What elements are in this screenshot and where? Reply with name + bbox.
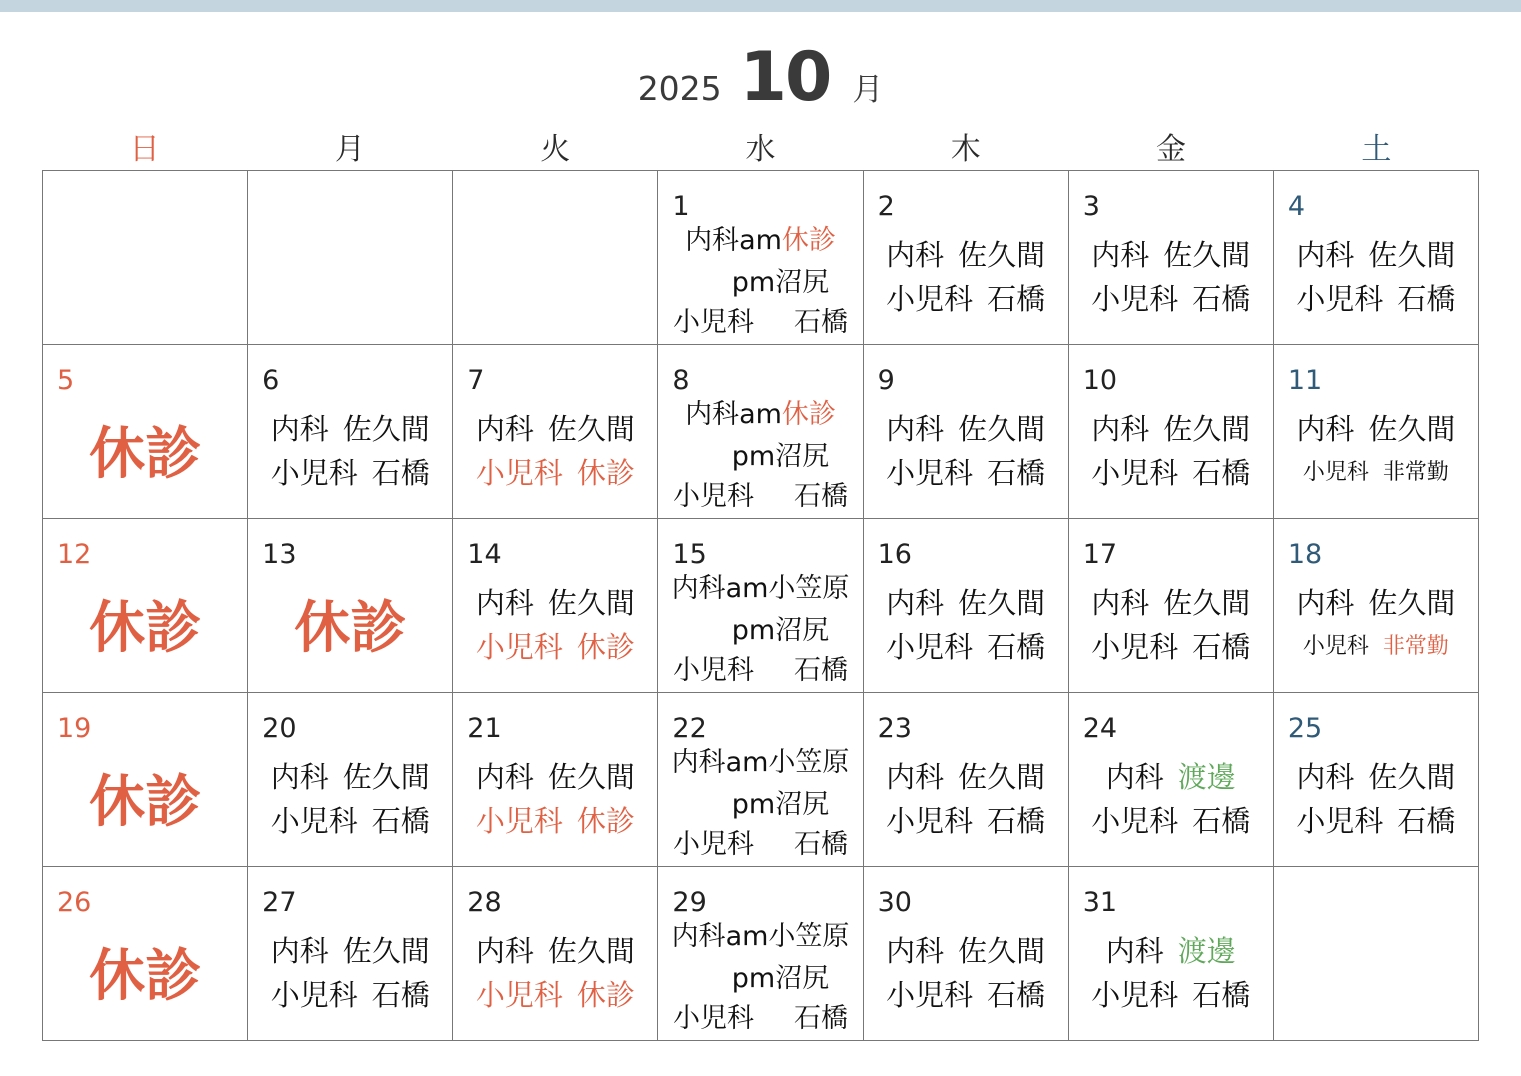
internal-pm-line: pm沼尻	[731, 963, 830, 994]
day-cell-3	[1069, 171, 1274, 345]
day-cell-1	[658, 171, 863, 345]
internal-line: 内科 佐久間	[886, 760, 1046, 794]
pediatrics-line: 小児科 石橋	[1091, 456, 1251, 490]
pediatrics-line: 小児科 石橋	[672, 655, 848, 686]
pediatrics-line: 小児科 石橋	[672, 307, 848, 338]
pediatrics-line: 小児科 石橋	[886, 282, 1046, 316]
day-cell-17	[1069, 519, 1274, 693]
day-number: 22	[672, 713, 707, 744]
day-cell-23	[864, 693, 1069, 867]
closed-label: 休診	[294, 596, 407, 661]
day-cell-26	[43, 867, 248, 1041]
internal-line: 内科 佐久間	[886, 412, 1046, 446]
internal-line: 内科 佐久間	[1296, 412, 1456, 446]
pediatrics-line: 小児科 石橋	[1296, 804, 1456, 838]
day-number: 18	[1287, 539, 1323, 570]
day-number: 23	[877, 713, 912, 744]
internal-am-line: 内科am小笠原	[671, 921, 850, 952]
day-cell-30	[864, 867, 1069, 1041]
internal-pm-line: pm沼尻	[731, 267, 830, 298]
internal-am-line: 内科am休診	[685, 225, 836, 256]
day-number: 4	[1287, 191, 1306, 222]
day-cell-27	[248, 867, 453, 1041]
title-year: 2025	[637, 69, 722, 108]
weekday-sun: 日	[129, 132, 160, 167]
internal-line: 内科 佐久間	[1091, 586, 1251, 620]
day-cell-7	[453, 345, 658, 519]
pediatrics-line: 小児科 石橋	[672, 1003, 848, 1034]
day-number: 25	[1287, 713, 1323, 744]
pediatrics-line: 小児科 非常勤	[1302, 460, 1449, 485]
pediatrics-line: 小児科 休診	[475, 978, 635, 1012]
internal-line: 内科 佐久間	[1091, 238, 1251, 272]
empty-cell	[1274, 867, 1479, 1041]
weekday-sat: 土	[1361, 132, 1392, 167]
internal-pm-line: pm沼尻	[731, 789, 830, 820]
day-cell-20	[248, 693, 453, 867]
closed-label: 休診	[89, 944, 202, 1009]
day-number: 12	[57, 539, 92, 570]
internal-line: 内科 佐久間	[270, 934, 430, 968]
day-cell-31	[1069, 867, 1274, 1041]
calendar-grid	[42, 170, 1479, 1041]
pediatrics-line: 小児科 石橋	[270, 804, 430, 838]
day-cell-13	[248, 519, 453, 693]
day-number: 26	[57, 887, 92, 918]
title-month-unit: 月	[852, 72, 884, 108]
internal-line: 内科 佐久間	[270, 412, 430, 446]
pediatrics-line: 小児科 休診	[475, 804, 635, 838]
top-accent-bar	[0, 0, 1521, 12]
internal-line: 内科 佐久間	[270, 760, 430, 794]
pediatrics-line: 小児科 非常勤	[1302, 634, 1449, 659]
day-cell-11	[1274, 345, 1479, 519]
day-cell-4	[1274, 171, 1479, 345]
day-number: 27	[262, 887, 297, 918]
internal-pm-line: pm沼尻	[731, 615, 830, 646]
internal-pm-line: pm沼尻	[731, 441, 830, 472]
pediatrics-line: 小児科 石橋	[270, 978, 430, 1012]
empty-cell	[248, 171, 453, 345]
day-cell-24	[1069, 693, 1274, 867]
calendar-title	[0, 38, 1521, 117]
day-cell-22	[658, 693, 863, 867]
day-number: 20	[262, 713, 297, 744]
internal-line: 内科 佐久間	[475, 934, 635, 968]
day-number: 31	[1082, 887, 1118, 918]
day-cell-9	[864, 345, 1069, 519]
pediatrics-line: 小児科 休診	[475, 456, 635, 490]
internal-am-line: 内科am休診	[685, 399, 836, 430]
internal-line: 内科 渡邊	[1105, 934, 1236, 968]
day-cell-29	[658, 867, 863, 1041]
day-number: 14	[467, 539, 502, 570]
day-cell-12	[43, 519, 248, 693]
day-number: 9	[877, 365, 895, 396]
day-number: 7	[467, 365, 485, 396]
pediatrics-line: 小児科 石橋	[1091, 630, 1251, 664]
empty-cell	[453, 171, 658, 345]
day-cell-10	[1069, 345, 1274, 519]
pediatrics-line: 小児科 石橋	[886, 804, 1046, 838]
internal-line: 内科 佐久間	[475, 760, 635, 794]
internal-line: 内科 佐久間	[1296, 760, 1456, 794]
day-cell-2	[864, 171, 1069, 345]
day-number: 13	[262, 539, 297, 570]
pediatrics-line: 小児科 石橋	[270, 456, 430, 490]
closed-label: 休診	[89, 422, 202, 487]
internal-line: 内科 佐久間	[1296, 238, 1456, 272]
pediatrics-line: 小児科 石橋	[886, 456, 1046, 490]
pediatrics-line: 小児科 石橋	[1091, 978, 1251, 1012]
closed-label: 休診	[89, 770, 202, 835]
day-number: 21	[467, 713, 502, 744]
pediatrics-line: 小児科 石橋	[1296, 282, 1456, 316]
day-number: 3	[1082, 191, 1100, 222]
internal-line: 内科 佐久間	[886, 238, 1046, 272]
weekday-wed: 水	[745, 132, 776, 167]
day-number: 19	[57, 713, 92, 744]
empty-cell	[43, 171, 248, 345]
internal-am-line: 内科am小笠原	[671, 747, 850, 778]
day-cell-14	[453, 519, 658, 693]
day-number: 24	[1082, 713, 1118, 744]
internal-line: 内科 佐久間	[886, 934, 1046, 968]
day-number: 30	[877, 887, 912, 918]
day-number: 15	[672, 539, 707, 570]
day-cell-18	[1274, 519, 1479, 693]
weekday-header	[42, 124, 1479, 168]
day-cell-15	[658, 519, 863, 693]
day-number: 10	[1082, 365, 1118, 396]
internal-line: 内科 佐久間	[1091, 412, 1251, 446]
pediatrics-line: 小児科 石橋	[672, 829, 848, 860]
internal-line: 内科 佐久間	[886, 586, 1046, 620]
internal-line: 内科 佐久間	[1296, 586, 1456, 620]
day-number: 8	[672, 365, 690, 396]
internal-am-line: 内科am小笠原	[671, 573, 850, 604]
day-cell-16	[864, 519, 1069, 693]
pediatrics-line: 小児科 石橋	[886, 630, 1046, 664]
pediatrics-line: 小児科 石橋	[1091, 804, 1251, 838]
day-number: 16	[877, 539, 912, 570]
pediatrics-line: 小児科 石橋	[886, 978, 1046, 1012]
day-cell-28	[453, 867, 658, 1041]
closed-label: 休診	[89, 596, 202, 661]
day-number: 29	[672, 887, 707, 918]
internal-line: 内科 渡邊	[1105, 760, 1236, 794]
internal-line: 内科 佐久間	[475, 412, 635, 446]
day-cell-5	[43, 345, 248, 519]
day-cell-6	[248, 345, 453, 519]
day-number: 28	[467, 887, 502, 918]
internal-line: 内科 佐久間	[475, 586, 635, 620]
pediatrics-line: 小児科 休診	[475, 630, 635, 664]
title-month: 10	[739, 38, 831, 117]
day-number: 17	[1082, 539, 1118, 570]
day-number: 5	[57, 365, 75, 396]
weekday-tue: 火	[540, 132, 571, 167]
pediatrics-line: 小児科 石橋	[1091, 282, 1251, 316]
day-number: 11	[1287, 365, 1323, 396]
day-number: 6	[262, 365, 280, 396]
day-number: 2	[877, 191, 895, 222]
pediatrics-line: 小児科 石橋	[672, 481, 848, 512]
weekday-fri: 金	[1156, 132, 1187, 167]
weekday-mon: 月	[334, 132, 365, 167]
day-cell-25	[1274, 693, 1479, 867]
day-number: 1	[672, 191, 690, 222]
day-cell-19	[43, 693, 248, 867]
weekday-thu: 木	[950, 132, 981, 167]
day-cell-21	[453, 693, 658, 867]
day-cell-8	[658, 345, 863, 519]
